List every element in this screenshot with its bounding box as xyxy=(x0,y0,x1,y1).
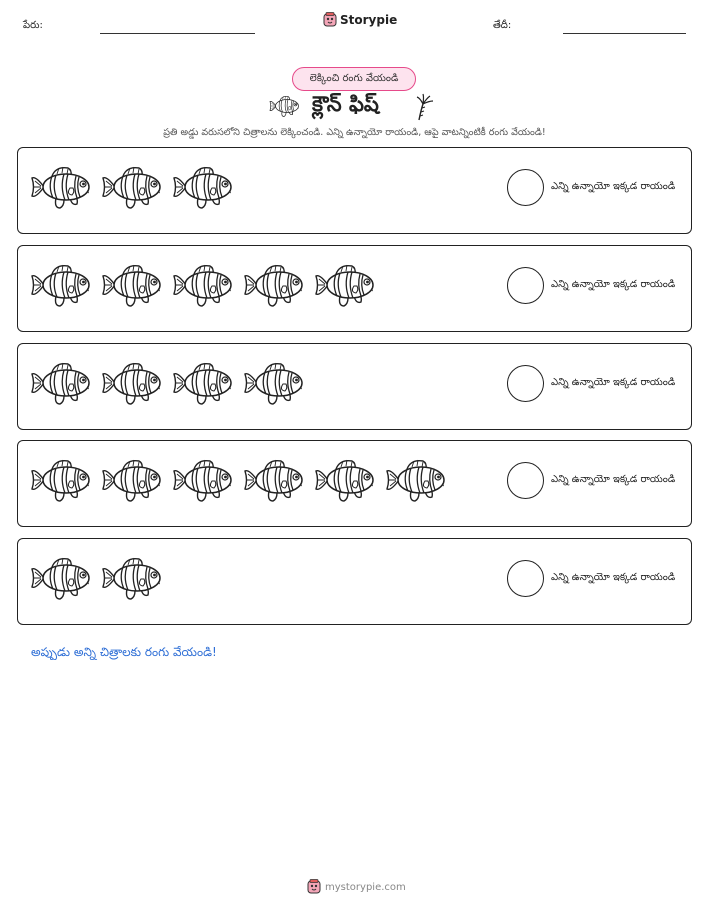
answer-label: ఎన్ని ఉన్నాయో ఇక్కడ రాయండి xyxy=(551,181,676,192)
sea-anemone-icon xyxy=(413,92,437,122)
clownfish-icon xyxy=(243,455,307,505)
count-row-4 xyxy=(17,440,692,527)
clownfish-icon xyxy=(172,455,236,505)
clownfish-icon xyxy=(243,358,307,408)
answer-label: ఎన్ని ఉన్నాయో ఇక్కడ రాయండి xyxy=(551,279,676,290)
fish-group xyxy=(30,260,378,310)
activity-pill: లెక్కించి రంగు వేయండి xyxy=(292,67,416,91)
brand-logo xyxy=(323,12,397,28)
worksheet-title: క్లౌన్ ఫిష్ xyxy=(312,92,379,116)
clownfish-icon xyxy=(30,358,94,408)
answer-circle[interactable] xyxy=(507,169,544,206)
footer-brand xyxy=(307,879,406,895)
small-fish-icon xyxy=(269,93,301,119)
answer-label: ఎన్ని ఉన్నాయో ఇక్కడ రాయండి xyxy=(551,572,676,583)
clownfish-icon xyxy=(101,358,165,408)
clownfish-icon xyxy=(101,162,165,212)
name-label: పేరు: xyxy=(23,20,43,31)
footer-url[interactable]: mystorypie.com xyxy=(325,881,406,893)
clownfish-icon xyxy=(172,260,236,310)
count-row-3 xyxy=(17,343,692,430)
clownfish-icon xyxy=(314,455,378,505)
title-row xyxy=(0,92,709,120)
date-label: తేదీ: xyxy=(493,20,512,31)
clownfish-icon xyxy=(172,358,236,408)
answer-circle[interactable] xyxy=(507,365,544,402)
count-row-2 xyxy=(17,245,692,332)
fish-group xyxy=(30,455,449,505)
clownfish-icon xyxy=(101,455,165,505)
answer-circle[interactable] xyxy=(507,560,544,597)
fish-group xyxy=(30,358,307,408)
answer-label: ఎన్ని ఉన్నాయో ఇక్కడ రాయండి xyxy=(551,377,676,388)
storypie-mascot-icon xyxy=(307,879,321,895)
answer-circle[interactable] xyxy=(507,267,544,304)
clownfish-icon xyxy=(30,455,94,505)
clownfish-icon xyxy=(30,162,94,212)
fish-group xyxy=(30,162,236,212)
clownfish-icon xyxy=(243,260,307,310)
brand-name: Storypie xyxy=(340,13,398,27)
answer-circle[interactable] xyxy=(507,462,544,499)
name-line[interactable] xyxy=(100,33,255,34)
clownfish-icon xyxy=(101,260,165,310)
clownfish-icon xyxy=(30,553,94,603)
count-row-5 xyxy=(17,538,692,625)
storypie-mascot-icon xyxy=(323,12,337,28)
count-row-1 xyxy=(17,147,692,234)
fish-group xyxy=(30,553,165,603)
footer-note: అప్పుడు అన్ని చిత్రాలకు రంగు వేయండి! xyxy=(31,645,217,659)
answer-label: ఎన్ని ఉన్నాయో ఇక్కడ రాయండి xyxy=(551,474,676,485)
clownfish-icon xyxy=(101,553,165,603)
clownfish-icon xyxy=(385,455,449,505)
clownfish-icon xyxy=(314,260,378,310)
date-line[interactable] xyxy=(563,33,686,34)
instructions: ప్రతి అడ్డు వరుసలోని చిత్రాలను లెక్కించండి. ఎన్ని ఉన్నాయో రాయండి, ఆపై వాటన్నింటికీ రంగు వేయండి! xyxy=(163,127,546,138)
clownfish-icon xyxy=(172,162,236,212)
clownfish-icon xyxy=(30,260,94,310)
